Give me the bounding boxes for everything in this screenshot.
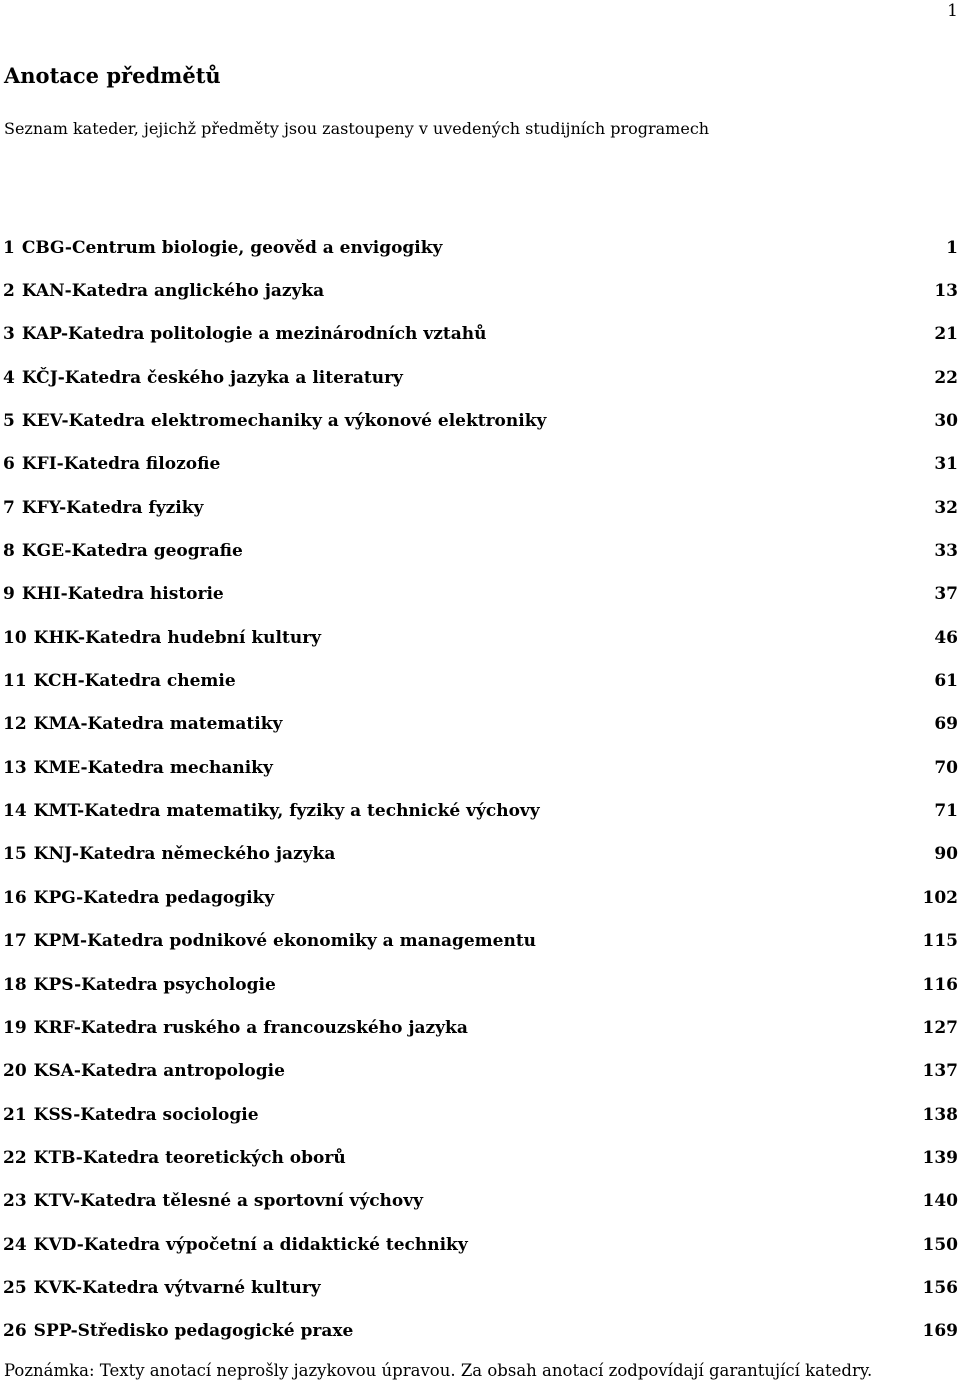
toc-entry[interactable] (0, 443, 960, 486)
toc-entry-label (0, 1321, 353, 1341)
toc-entry-label (0, 541, 243, 561)
toc-entry-name: KPG-Katedra pedagogiky (33, 887, 275, 908)
toc-entry-page: 115 (922, 931, 958, 952)
toc-entry-page: 1 (946, 237, 958, 258)
page-subtitle: Seznam kateder, jejichž předměty jsou zastoupeny v uvedených studijních programech (4, 119, 710, 138)
toc-entry-name: KVD-Katedra výpočetní a didaktické techniky (33, 1234, 468, 1255)
toc-entry-page: 127 (922, 1017, 958, 1038)
toc-entry-number: 20 (3, 1061, 27, 1082)
toc-entry[interactable] (0, 1006, 960, 1049)
toc-entry[interactable] (0, 573, 960, 616)
toc-entry-number: 10 (3, 627, 27, 648)
toc-entry-name: KTB-Katedra teoretických oborů (33, 1147, 346, 1168)
toc-entry-name: KGE-Katedra geografie (21, 541, 243, 562)
toc-entry-page: 70 (934, 757, 958, 778)
toc-entry-label (0, 1061, 285, 1081)
toc-entry-page: 32 (934, 497, 958, 518)
toc-entry-number: 26 (3, 1321, 27, 1342)
toc-entry-name: KMA-Katedra matematiky (33, 714, 283, 735)
toc-entry-number: 2 (3, 281, 15, 302)
toc-entry-name: KAP-Katedra politologie a mezinárodních vztahů (21, 324, 487, 345)
toc-entry[interactable] (0, 1050, 960, 1093)
toc-entry-number: 3 (3, 324, 15, 345)
toc-entry-name: KSS-Katedra sociologie (33, 1104, 259, 1125)
toc-entry-number: 7 (3, 497, 15, 518)
page-title: Anotace předmětů (4, 63, 221, 88)
toc-entry[interactable] (0, 703, 960, 746)
toc-entry[interactable] (0, 1266, 960, 1309)
toc-entry-page: 71 (934, 801, 958, 822)
toc-entry-label (0, 844, 335, 864)
toc-entry-label (0, 1148, 346, 1168)
toc-entry-name: KČJ-Katedra českého jazyka a literatury (21, 367, 403, 388)
toc-entry-label (0, 1191, 423, 1211)
toc-entry-page: 137 (922, 1061, 958, 1082)
toc-entry-number: 25 (3, 1277, 27, 1298)
toc-entry-name: KNJ-Katedra německého jazyka (33, 844, 336, 865)
toc-entry-number: 17 (3, 931, 27, 952)
toc-entry-name: KFY-Katedra fyziky (21, 497, 204, 518)
toc-entry-page: 37 (934, 584, 958, 605)
toc-entry-page: 139 (922, 1147, 958, 1168)
toc-entry-name: KSA-Katedra antropologie (33, 1061, 285, 1082)
toc-entry[interactable] (0, 529, 960, 572)
toc-entry-page: 21 (934, 324, 958, 345)
toc-entry[interactable] (0, 659, 960, 702)
toc-entry-number: 22 (3, 1147, 27, 1168)
toc-entry-label (0, 1018, 468, 1038)
toc-entry-number: 14 (3, 801, 27, 822)
page-number: 1 (947, 1, 958, 21)
toc-entry-label (0, 238, 442, 258)
toc-entry-label (0, 368, 403, 388)
toc-entry-label (0, 975, 276, 995)
toc-entry-name: KFI-Katedra filozofie (21, 454, 221, 475)
toc-entry-number: 8 (3, 541, 15, 562)
toc-entry[interactable] (0, 876, 960, 919)
toc-entry-label (0, 628, 321, 648)
toc-entry-number: 21 (3, 1104, 27, 1125)
toc-entry-label (0, 281, 324, 301)
toc-entry-label (0, 498, 203, 518)
toc-entry-label (0, 714, 282, 734)
toc-entry-label (0, 1235, 468, 1255)
toc-entry-page: 169 (922, 1321, 958, 1342)
toc-entry[interactable] (0, 920, 960, 963)
toc-entry[interactable] (0, 1093, 960, 1136)
toc-entry-label (0, 1105, 259, 1125)
toc-entry-name: KHK-Katedra hudební kultury (33, 627, 322, 648)
toc-entry-page: 150 (922, 1234, 958, 1255)
toc-entry-number: 24 (3, 1234, 27, 1255)
toc-entry-number: 16 (3, 887, 27, 908)
toc-entry[interactable] (0, 356, 960, 399)
toc-entry-number: 9 (3, 584, 15, 605)
toc-entry-page: 46 (934, 627, 958, 648)
toc-entry[interactable] (0, 486, 960, 529)
toc-entry-name: KME-Katedra mechaniky (33, 757, 273, 778)
toc-entry-label (0, 888, 274, 908)
toc-entry-page: 69 (934, 714, 958, 735)
toc-entry-label (0, 671, 236, 691)
toc-entry-page: 102 (922, 887, 958, 908)
toc-entry-page: 31 (934, 454, 958, 475)
toc-entry-label (0, 758, 273, 778)
toc-entry[interactable] (0, 616, 960, 659)
toc-entry[interactable] (0, 963, 960, 1006)
toc-entry-page: 116 (922, 974, 958, 995)
toc-entry-number: 12 (3, 714, 27, 735)
toc-entry-number: 6 (3, 454, 15, 475)
toc-entry-name: SPP-Středisko pedagogické praxe (33, 1321, 354, 1342)
footnote: Poznámka: Texty anotací neprošly jazykovou úpravou. Za obsah anotací zodpovídají garantující katedry. (4, 1361, 873, 1380)
toc-entry-page: 156 (922, 1277, 958, 1298)
toc-entry[interactable] (0, 1223, 960, 1266)
toc-entry-label (0, 454, 220, 474)
toc-entry[interactable] (0, 269, 960, 312)
toc-entry-name: KHI-Katedra historie (21, 584, 224, 605)
toc-entry[interactable] (0, 1136, 960, 1179)
toc-entry-page: 33 (934, 541, 958, 562)
toc-entry-label (0, 1278, 321, 1298)
toc-entry-page: 30 (934, 411, 958, 432)
toc-entry-page: 61 (934, 671, 958, 692)
toc-entry[interactable] (0, 313, 960, 356)
toc-entry-label (0, 801, 540, 821)
toc-entry-name: KRF-Katedra ruského a francouzského jazyka (33, 1017, 468, 1038)
toc-entry[interactable] (0, 1310, 960, 1353)
toc-entry-label (0, 931, 536, 951)
toc-entry-page: 13 (934, 281, 958, 302)
toc-entry-page: 140 (922, 1191, 958, 1212)
toc-entry-name: CBG-Centrum biologie, geověd a envigogiky (21, 237, 443, 258)
toc-entry-number: 4 (3, 367, 15, 388)
toc-entry[interactable] (0, 226, 960, 269)
toc-entry-page: 90 (934, 844, 958, 865)
toc-entry-name: KVK-Katedra výtvarné kultury (33, 1277, 321, 1298)
toc-entry[interactable] (0, 399, 960, 442)
toc-entry-number: 19 (3, 1017, 27, 1038)
toc-entry-number: 1 (3, 237, 15, 258)
toc-entry-page: 138 (922, 1104, 958, 1125)
toc-entry-page: 22 (934, 367, 958, 388)
toc-entry-name: KPM-Katedra podnikové ekonomiky a managementu (33, 931, 537, 952)
toc-entry-name: KEV-Katedra elektromechaniky a výkonové elektroniky (21, 411, 547, 432)
toc-entry-number: 11 (3, 671, 27, 692)
toc-entry-number: 18 (3, 974, 27, 995)
toc-entry-label (0, 324, 486, 344)
table-of-contents (0, 226, 960, 1353)
toc-entry-number: 15 (3, 844, 27, 865)
toc-entry-name: KAN-Katedra anglického jazyka (21, 281, 325, 302)
toc-entry-number: 13 (3, 757, 27, 778)
toc-entry[interactable] (0, 746, 960, 789)
toc-entry[interactable] (0, 833, 960, 876)
toc-entry-number: 5 (3, 411, 15, 432)
toc-entry-label (0, 411, 546, 431)
toc-entry-number: 23 (3, 1191, 27, 1212)
toc-entry-label (0, 584, 224, 604)
toc-entry-name: KMT-Katedra matematiky, fyziky a technické výchovy (33, 801, 540, 822)
toc-entry[interactable] (0, 789, 960, 832)
toc-entry[interactable] (0, 1180, 960, 1223)
toc-entry-name: KPS-Katedra psychologie (33, 974, 276, 995)
toc-entry-name: KCH-Katedra chemie (33, 671, 236, 692)
toc-entry-name: KTV-Katedra tělesné a sportovní výchovy (33, 1191, 424, 1212)
